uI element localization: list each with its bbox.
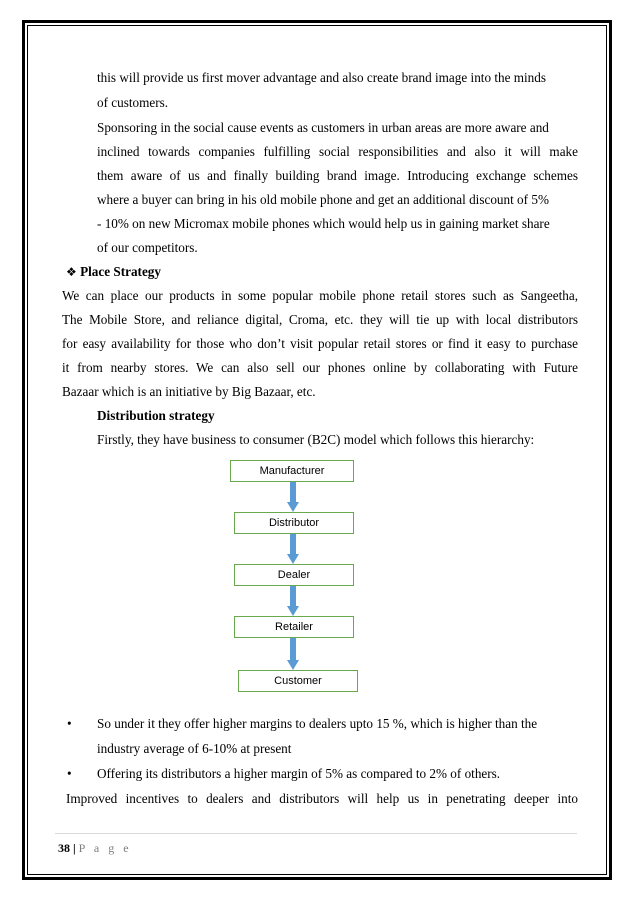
- place-paragraph-line: We can place our products in some popular mobile phone retail stores such as Sangeetha,: [62, 288, 578, 303]
- flow-box-dealer: Dealer: [234, 564, 354, 586]
- paragraph2-line: them aware of us and finally building brand image. Introducing exchange schemes: [97, 168, 578, 183]
- bullet-icon: •: [67, 716, 72, 731]
- distribution-intro: Firstly, they have business to consumer (B2C) model which follows this hierarchy:: [97, 432, 535, 447]
- down-arrow-icon: [287, 534, 299, 564]
- place-paragraph-line: The Mobile Store, and reliance digital, Croma, etc. they will tie up with local distributors: [62, 312, 578, 327]
- place-paragraph-line: it from nearby stores. We can also sell our phones online by collaborating with Future: [62, 360, 578, 375]
- paragraph2-line: of our competitors.: [97, 240, 198, 255]
- down-arrow-icon: [287, 482, 299, 512]
- bullet-item-line: So under it they offer higher margins to dealers upto 15 %, which is higher than the: [97, 716, 538, 731]
- down-arrow-icon: [287, 638, 299, 670]
- down-arrow-icon: [287, 586, 299, 616]
- distribution-heading: Distribution strategy: [97, 408, 215, 423]
- place-strategy-heading: [66, 264, 161, 280]
- diamond-bullet-icon: ❖: [66, 265, 77, 279]
- page-number: 38: [58, 841, 70, 855]
- closing-line: Improved incentives to dealers and distributors will help us in penetrating deeper into: [66, 791, 578, 806]
- paragraph2-line: Sponsoring in the social cause events as customers in urban areas are more aware and: [97, 120, 549, 135]
- flow-box-manufacturer: Manufacturer: [230, 460, 354, 482]
- paragraph2-line: inclined towards companies fulfilling social responsibilities and also it will make: [97, 144, 578, 159]
- paragraph1-line: of customers.: [97, 95, 169, 110]
- place-strategy-title: Place Strategy: [80, 264, 161, 279]
- bullet-item-line: Offering its distributors a higher margin of 5% as compared to 2% of others.: [97, 766, 501, 781]
- bullet-item-line: industry average of 6-10% at present: [97, 741, 292, 756]
- flow-box-customer: Customer: [238, 670, 358, 692]
- paragraph2-line: where a buyer can bring in his old mobile phone and get an additional discount of 5%: [97, 192, 549, 207]
- paragraph2-line: - 10% on new Micromax mobile phones which would help us in gaining market share: [97, 216, 550, 231]
- flow-box-retailer: Retailer: [234, 616, 354, 638]
- footer-rule: [55, 833, 577, 834]
- bullet-icon: •: [67, 766, 72, 781]
- flow-box-distributor: Distributor: [234, 512, 354, 534]
- place-paragraph-line: Bazaar which is an initiative by Big Bazaar, etc.: [62, 384, 316, 399]
- paragraph1-line: this will provide us first mover advantage and also create brand image into the minds: [97, 70, 546, 85]
- footer-separator: |: [73, 841, 76, 855]
- page-label: P a g e: [78, 841, 132, 855]
- place-paragraph-line: for easy availability for those who don’t visit popular retail stores or find it easy to purchase: [62, 336, 578, 351]
- page-footer: [58, 841, 132, 856]
